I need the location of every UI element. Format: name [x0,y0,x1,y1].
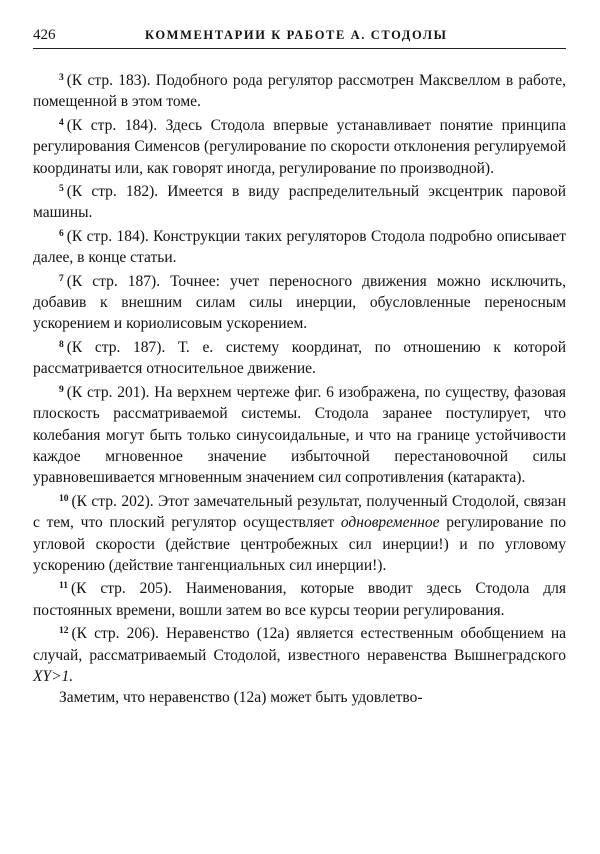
continuation-paragraph: Заметим, что неравенство (12а) может быть удовлетво- [59,689,423,707]
note-text: (К стр. 201). На верхнем чертеже фиг. 6 изображена, по существу, фазовая плоскость рассматриваемой системы. Стодола заранее постулирует, что колебания могут быть только синусоидальные, и что на границе устойчивости каждое мгновенное значение избыточной перестановочной силы уравновешивается мгновенным значением сил сопротивления (катаракта). [33,383,566,487]
note-10 [33,489,566,577]
commentary-notes [33,68,566,709]
footnote-marker: 12 [59,626,69,637]
note-text: (К стр. 183). Подобного рода регулятор рассмотрен Максвеллом в работе, помещенной в этом томе. [33,72,566,111]
note-12 [33,621,566,687]
note-7 [33,269,566,335]
note-8 [33,335,566,380]
note-text: (К стр. 206). Неравенство (12а) является естественным обобщением на случай, рассматриваемый Стодолой, известного неравенства Вышнеградского [33,625,566,664]
formula: XY>1. [33,667,74,685]
note-text: (К стр. 184). Конструкции таких регуляторов Стодола подробно описывает далее, в конце статьи. [33,227,566,267]
note-text: (К стр. 202). Этот замечательный результат, полученный Стодолой, связан с тем, что плоский регулятор осуществляет [33,492,566,532]
note-text: (К стр. 187). Т. е. систему координат, по отношению к которой рассматривается относительное движение. [33,338,566,378]
footnote-marker: 7 [59,273,64,284]
note-6 [33,224,566,269]
page-number: 426 [33,27,56,43]
footnote-marker: 5 [59,184,64,195]
footnote-marker: 10 [59,493,69,504]
note-text: (К стр. 205). Наименования, которые вводит здесь Стодола для постоянных времени, вошли затем во все курсы теории регулирования. [33,580,566,619]
footnote-marker: 3 [59,73,64,83]
footnote-marker: 8 [59,339,64,350]
note-3 [33,68,566,113]
running-title: КОММЕНТАРИИ К РАБОТЕ А. СТОДОЛЫ [145,28,448,42]
note-text: (К стр. 182). Имеется в виду распределительный эксцентрик паровой машины. [33,183,566,222]
note-text: (К стр. 187). Точнее: учет переносного движения можно исключить, добавив к внешним силам силы инерции, обусловленные переносным ускорением и кориолисовым ускорением. [33,272,566,333]
note-11 [33,576,566,621]
note-9 [33,380,566,489]
note-5 [33,179,566,224]
page-header [33,26,566,49]
emphasized-word: одновременное [340,514,440,532]
footnote-marker: 11 [59,581,68,592]
footnote-marker: 4 [59,117,64,128]
footnote-marker: 9 [59,384,64,395]
note-text: (К стр. 184). Здесь Стодола впервые устанавливает понятие принципа регулирования Сименсов (регулирование по скорости отклонения регулируемой координаты или, как говорят иногда, регулирование по производной). [33,116,566,177]
footnote-marker: 6 [59,228,64,239]
note-4 [33,113,566,179]
note-text: регулирование по угловой скорости (действие центробежных сил инерции!) и по угловому ускорению (действие тангенциальных сил инерции!). [33,514,567,574]
